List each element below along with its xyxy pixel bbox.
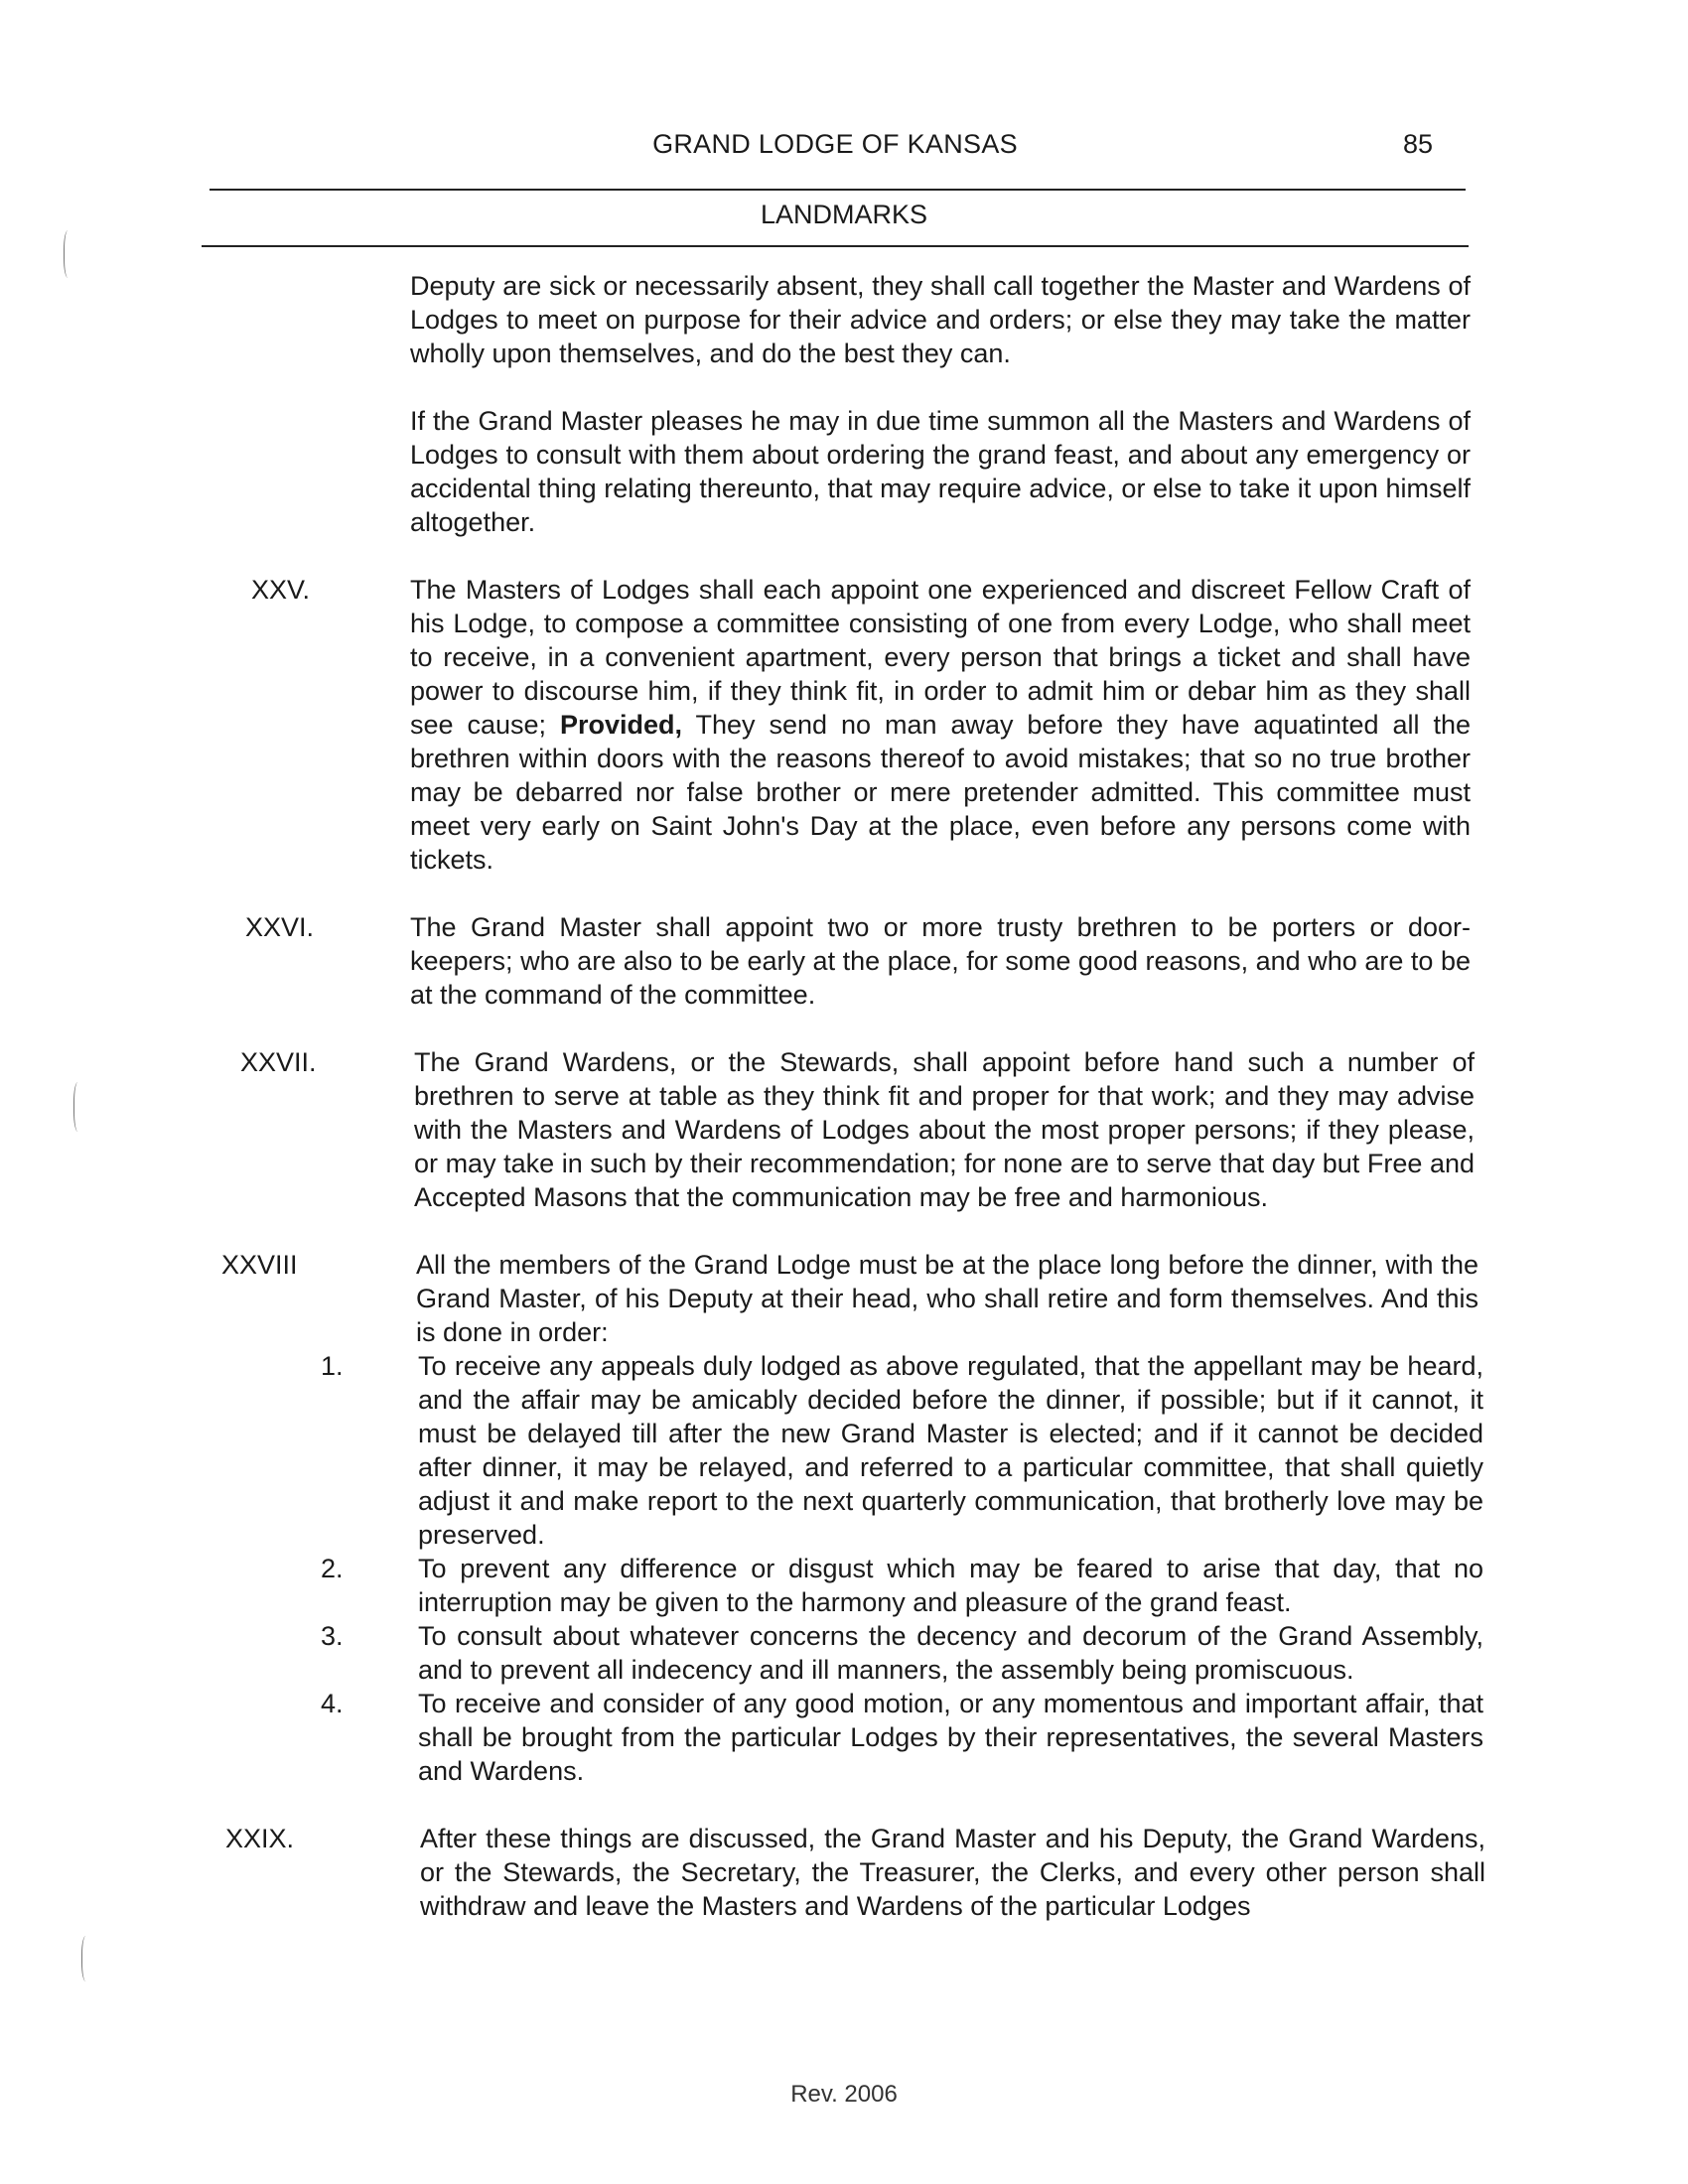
list-item (321, 1687, 1483, 1788)
footer-revision: Rev. 2006 (790, 2081, 898, 2108)
article-xxvi (245, 910, 1471, 1012)
list-item (321, 1619, 1483, 1687)
scan-mark (64, 230, 74, 278)
running-title: GRAND LODGE OF KANSAS (652, 129, 1018, 159)
article-xxvii-text: The Grand Wardens, or the Stewards, shall appoint before hand such a number of brethren to serve at table as they think fit and proper for that work; and they may advise with the Masters and Wardens of Lodges about the most proper persons; if they please, or may take in such by their recommendation; for none are to serve that day but Free and Accepted Masons that the communication may be free and harmonious. (414, 1047, 1475, 1212)
running-head (202, 127, 1469, 167)
article-label-xxix: XXIX. (225, 1824, 295, 1853)
list-item-number: 3. (321, 1621, 344, 1651)
article-label-xxviii: XXVIII (221, 1250, 298, 1280)
article-xxv-text-after: They send no man away before they have aquatinted all the brethren within doors with the reasons thereof to avoid mistakes; that so no true brother may be debarred nor false brother or mere pretender admitted. This committee must meet very early on Saint John's Day at the place, even before any persons come with tickets. (410, 710, 1471, 875)
list-item-text: To receive any appeals duly lodged as above regulated, that the appellant may be heard, and the affair may be amicably decided before the dinner, if possible; but if it cannot, it must be delayed till after the new Grand Master is elected; and if it cannot be decided after dinner, it may be relayed, and referred to a particular committee, that shall quietly adjust it and make report to the next quarterly communication, that brotherly love may be preserved. (418, 1351, 1483, 1550)
list-item (321, 1349, 1483, 1552)
article-xxviii (221, 1248, 1478, 1349)
section-title: LANDMARKS (760, 200, 928, 229)
article-xxvii (240, 1045, 1475, 1214)
paragraph-continued: Deputy are sick or necessarily absent, they shall call together the Master and Wardens of Lodges to meet on purpose for their advice and orders; or else they may take the matter wholly upon themselves, and do the best they can. (410, 271, 1471, 368)
article-label-xxvi: XXVI. (245, 912, 315, 942)
article-xxix-text: After these things are discussed, the Grand Master and his Deputy, the Grand Wardens, or the Stewards, the Secretary, the Treasurer, the Clerks, and every other person shall withdraw and leave the Masters and Wardens of the particular Lodges (420, 1824, 1485, 1921)
list-item-number: 1. (321, 1351, 344, 1381)
article-xxv (251, 573, 1471, 877)
article-xxvi-text: The Grand Master shall appoint two or more trusty brethren to be porters or door-keepers; who are also to be early at the place, for some good reasons, and who are to be at the command of the committee. (410, 912, 1471, 1010)
list-item-number: 2. (321, 1554, 344, 1583)
body-text (0, 269, 1688, 1923)
list-item-text: To consult about whatever concerns the decency and decorum of the Grand Assembly, and to prevent all indecency and ill manners, the assembly being promiscuous. (418, 1621, 1483, 1685)
list-item-text: To prevent any difference or disgust which may be feared to arise that day, that no interruption may be given to the harmony and pleasure of the grand feast. (418, 1554, 1483, 1617)
page-number: 85 (1402, 129, 1433, 159)
list-item-number: 4. (321, 1689, 344, 1718)
header-rule-bottom (202, 245, 1469, 247)
article-xxix (225, 1822, 1485, 1923)
list-item-text: To receive and consider of any good motion, or any momentous and important affair, that shall be brought from the particular Lodges by their representatives, the several Masters and Wardens. (418, 1689, 1483, 1786)
scan-mark (73, 1082, 84, 1132)
article-xxviii-text: All the members of the Grand Lodge must be at the place long before the dinner, with the Grand Master, of his Deputy at their head, who shall retire and form themselves. And this is done in order: (416, 1250, 1478, 1347)
list-item (321, 1552, 1483, 1619)
article-label-xxvii: XXVII. (240, 1047, 317, 1077)
article-label-xxv: XXV. (251, 575, 311, 605)
scan-mark (81, 1936, 92, 1981)
article-xxv-text-before: The Masters of Lodges shall each appoint one experienced and discreet Fellow Craft of his Lodge, to compose a committee consisting of one from every Lodge, who shall meet to receive, in a convenient apartment, every person that brings a ticket and shall have power to discourse him, if they think fit, in order to admit him or debar him as they shall see cause; (410, 575, 1471, 740)
header-rule-top (210, 189, 1466, 191)
article-xxv-provided: Provided, (560, 710, 683, 740)
paragraph-grand-feast: If the Grand Master pleases he may in due time summon all the Masters and Wardens of Lodges to consult with them about ordering the grand feast, and about any emergency or accidental thing relating thereunto, that may require advice, or else to take it upon himself altogether. (410, 406, 1471, 537)
